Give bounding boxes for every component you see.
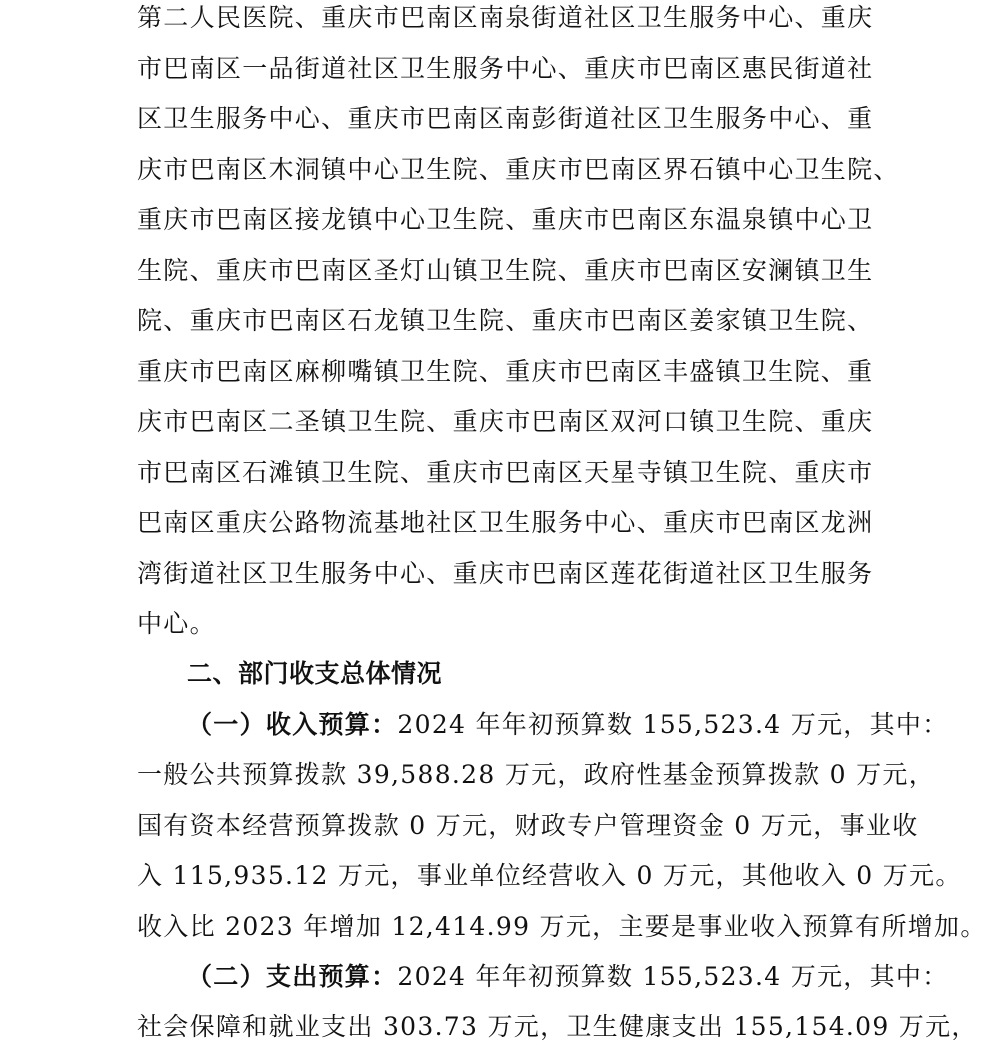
expenditure-line: 社会保障和就业支出 303.73 万元，卫生健康支出 155,154.09 万元，: [137, 1012, 978, 1041]
income-text: 2024 年年初预算数 155,523.4 万元，其中：: [397, 710, 949, 739]
paragraph-line: 市巴南区石滩镇卫生院、重庆市巴南区天星寺镇卫生院、重庆市: [137, 458, 874, 487]
paragraph-line: 重庆市巴南区麻柳嘴镇卫生院、重庆市巴南区丰盛镇卫生院、重: [137, 357, 874, 386]
income-line: 国有资本经营预算拨款 0 万元，财政专户管理资金 0 万元，事业收: [137, 811, 919, 840]
income-line: 一般公共预算拨款 39,588.28 万元，政府性基金预算拨款 0 万元，: [137, 760, 936, 789]
paragraph-line: 中心。: [137, 609, 216, 638]
paragraph-line: 区卫生服务中心、重庆市巴南区南彭街道社区卫生服务中心、重: [137, 104, 874, 133]
income-label: （一）收入预算：: [187, 710, 398, 739]
paragraph-line: 庆市巴南区二圣镇卫生院、重庆市巴南区双河口镇卫生院、重庆: [137, 407, 874, 436]
section-heading: 二、部门收支总体情况: [187, 659, 443, 688]
paragraph-line: 巴南区重庆公路物流基地社区卫生服务中心、重庆市巴南区龙洲: [137, 508, 874, 537]
paragraph-line: 院、重庆市巴南区石龙镇卫生院、重庆市巴南区姜家镇卫生院、: [137, 306, 874, 335]
expenditure-first-line: [187, 962, 949, 992]
income-line: 收入比 2023 年增加 12,414.99 万元，主要是事业收入预算有所增加。: [137, 912, 987, 941]
income-line: 入 115,935.12 万元，事业单位经营收入 0 万元，其他收入 0 万元。: [137, 861, 962, 890]
expenditure-label: （二）支出预算：: [187, 962, 398, 991]
paragraph-line: 庆市巴南区木洞镇中心卫生院、重庆市巴南区界石镇中心卫生院、: [137, 155, 900, 184]
expenditure-text: 2024 年年初预算数 155,523.4 万元，其中：: [397, 962, 949, 991]
paragraph-line: 市巴南区一品街道社区卫生服务中心、重庆市巴南区惠民街道社: [137, 54, 874, 83]
income-first-line: [187, 710, 949, 740]
paragraph-line: 重庆市巴南区接龙镇中心卫生院、重庆市巴南区东温泉镇中心卫: [137, 205, 874, 234]
paragraph-line: 生院、重庆市巴南区圣灯山镇卫生院、重庆市巴南区安澜镇卫生: [137, 256, 874, 285]
paragraph-line: 第二人民医院、重庆市巴南区南泉街道社区卫生服务中心、重庆: [137, 3, 874, 32]
paragraph-line: 湾街道社区卫生服务中心、重庆市巴南区莲花街道社区卫生服务: [137, 559, 874, 588]
